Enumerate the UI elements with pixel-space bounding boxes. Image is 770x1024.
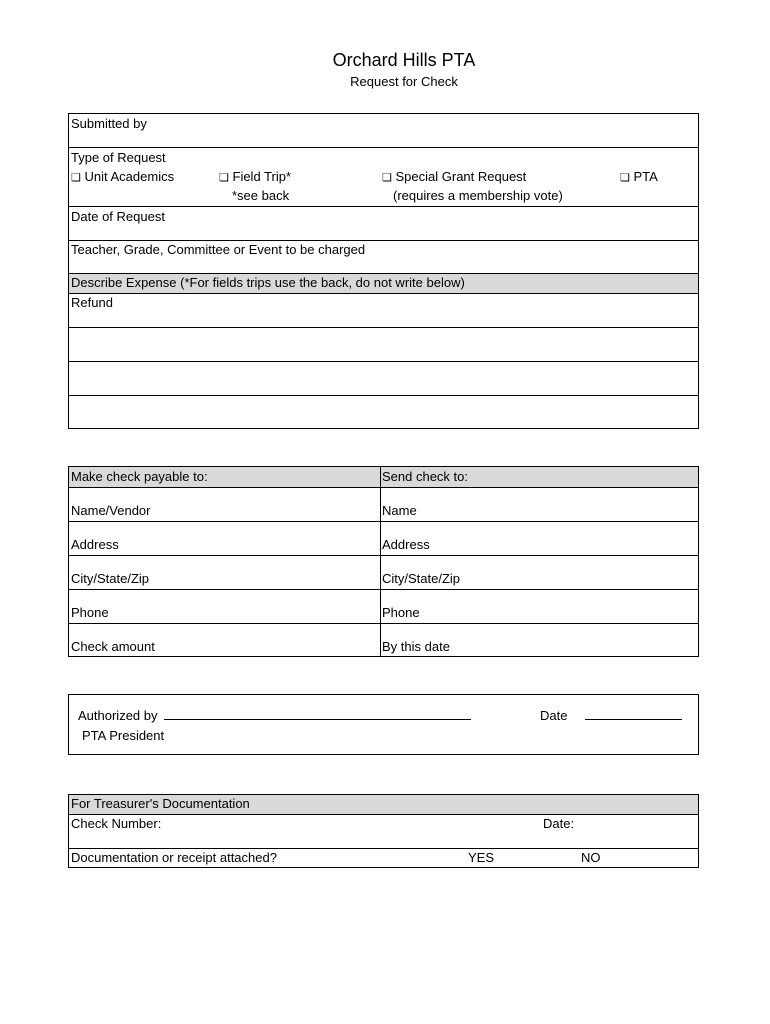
check-number-label: Check Number: xyxy=(71,816,162,831)
type-of-request-row xyxy=(69,148,698,207)
payee-left-label: City/State/Zip xyxy=(71,571,150,586)
payee-left-label: Address xyxy=(71,537,119,552)
documentation-label: Documentation or receipt attached? xyxy=(71,850,277,865)
payee-right-label: By this date xyxy=(382,639,450,654)
option-pta[interactable] xyxy=(620,169,658,186)
checkbox-icon[interactable]: ❏ xyxy=(71,172,81,184)
charged-to-row[interactable] xyxy=(69,241,698,274)
option-field-trip-label: Field Trip* xyxy=(232,169,292,184)
column-divider xyxy=(380,467,381,656)
payee-left-label: Phone xyxy=(71,605,109,620)
form-subtitle: Request for Check xyxy=(350,74,458,89)
treasurer-header-row xyxy=(69,795,698,815)
authorization-section xyxy=(68,694,699,755)
checkbox-icon[interactable]: ❏ xyxy=(219,172,229,184)
payee-left-label: Name/Vendor xyxy=(71,503,151,518)
authorization-date-label: Date xyxy=(540,708,568,723)
field-trip-note: *see back xyxy=(232,188,290,203)
treasurer-date-label: Date: xyxy=(543,816,575,831)
option-pta-label: PTA xyxy=(633,169,658,184)
expense-line[interactable] xyxy=(69,396,698,428)
special-grant-note: (requires a membership vote) xyxy=(393,188,563,203)
expense-line[interactable] xyxy=(69,328,698,362)
checkbox-icon[interactable]: ❏ xyxy=(382,172,392,184)
no-option[interactable]: NO xyxy=(581,850,601,865)
type-of-request-label: Type of Request xyxy=(71,150,166,165)
authorized-by-text: Authorized by xyxy=(78,708,158,723)
payee-right-label: Phone xyxy=(382,605,420,620)
payee-row[interactable] xyxy=(69,590,698,624)
payee-row[interactable] xyxy=(69,488,698,522)
submitted-by-row[interactable] xyxy=(69,114,698,148)
option-special-grant[interactable] xyxy=(382,169,526,186)
make-payable-header: Make check payable to: xyxy=(71,469,208,484)
payee-row[interactable] xyxy=(69,556,698,590)
payee-row[interactable] xyxy=(69,624,698,656)
payee-row[interactable] xyxy=(69,522,698,556)
signature-line[interactable] xyxy=(164,718,471,720)
treasurer-header: For Treasurer's Documentation xyxy=(71,796,250,811)
refund-label: Refund xyxy=(71,295,113,310)
payee-right-label: City/State/Zip xyxy=(382,571,461,586)
form-title: Orchard Hills PTA xyxy=(332,50,476,70)
submitted-by-label: Submitted by xyxy=(71,116,147,131)
option-special-grant-label: Special Grant Request xyxy=(395,169,527,184)
check-number-row[interactable] xyxy=(69,815,698,849)
payee-right-label: Name xyxy=(382,503,417,518)
payee-left-label: Check amount xyxy=(71,639,155,654)
payee-right-label: Address xyxy=(382,537,430,552)
authorization-date xyxy=(540,708,682,724)
yes-option[interactable]: YES xyxy=(468,850,495,865)
payee-section xyxy=(68,466,699,657)
president-label: PTA President xyxy=(82,728,165,743)
option-unit-academics-label: Unit Academics xyxy=(84,169,175,184)
describe-expense-label: Describe Expense (*For fields trips use the back, do not write below) xyxy=(71,275,465,290)
option-field-trip[interactable] xyxy=(219,169,291,186)
send-check-header: Send check to: xyxy=(382,469,468,484)
documentation-row xyxy=(69,849,698,867)
request-section xyxy=(68,113,699,429)
expense-line[interactable] xyxy=(69,362,698,396)
authorized-by-label xyxy=(78,708,471,724)
charged-to-label: Teacher, Grade, Committee or Event to be charged xyxy=(71,242,366,257)
date-of-request-row[interactable] xyxy=(69,207,698,241)
refund-row[interactable] xyxy=(69,294,698,328)
checkbox-icon[interactable]: ❏ xyxy=(620,172,630,184)
date-of-request-label: Date of Request xyxy=(71,209,165,224)
option-unit-academics[interactable] xyxy=(71,169,174,186)
date-line[interactable] xyxy=(585,718,682,720)
payee-header-row xyxy=(69,467,698,488)
treasurer-section xyxy=(68,794,699,868)
describe-expense-row xyxy=(69,274,698,294)
